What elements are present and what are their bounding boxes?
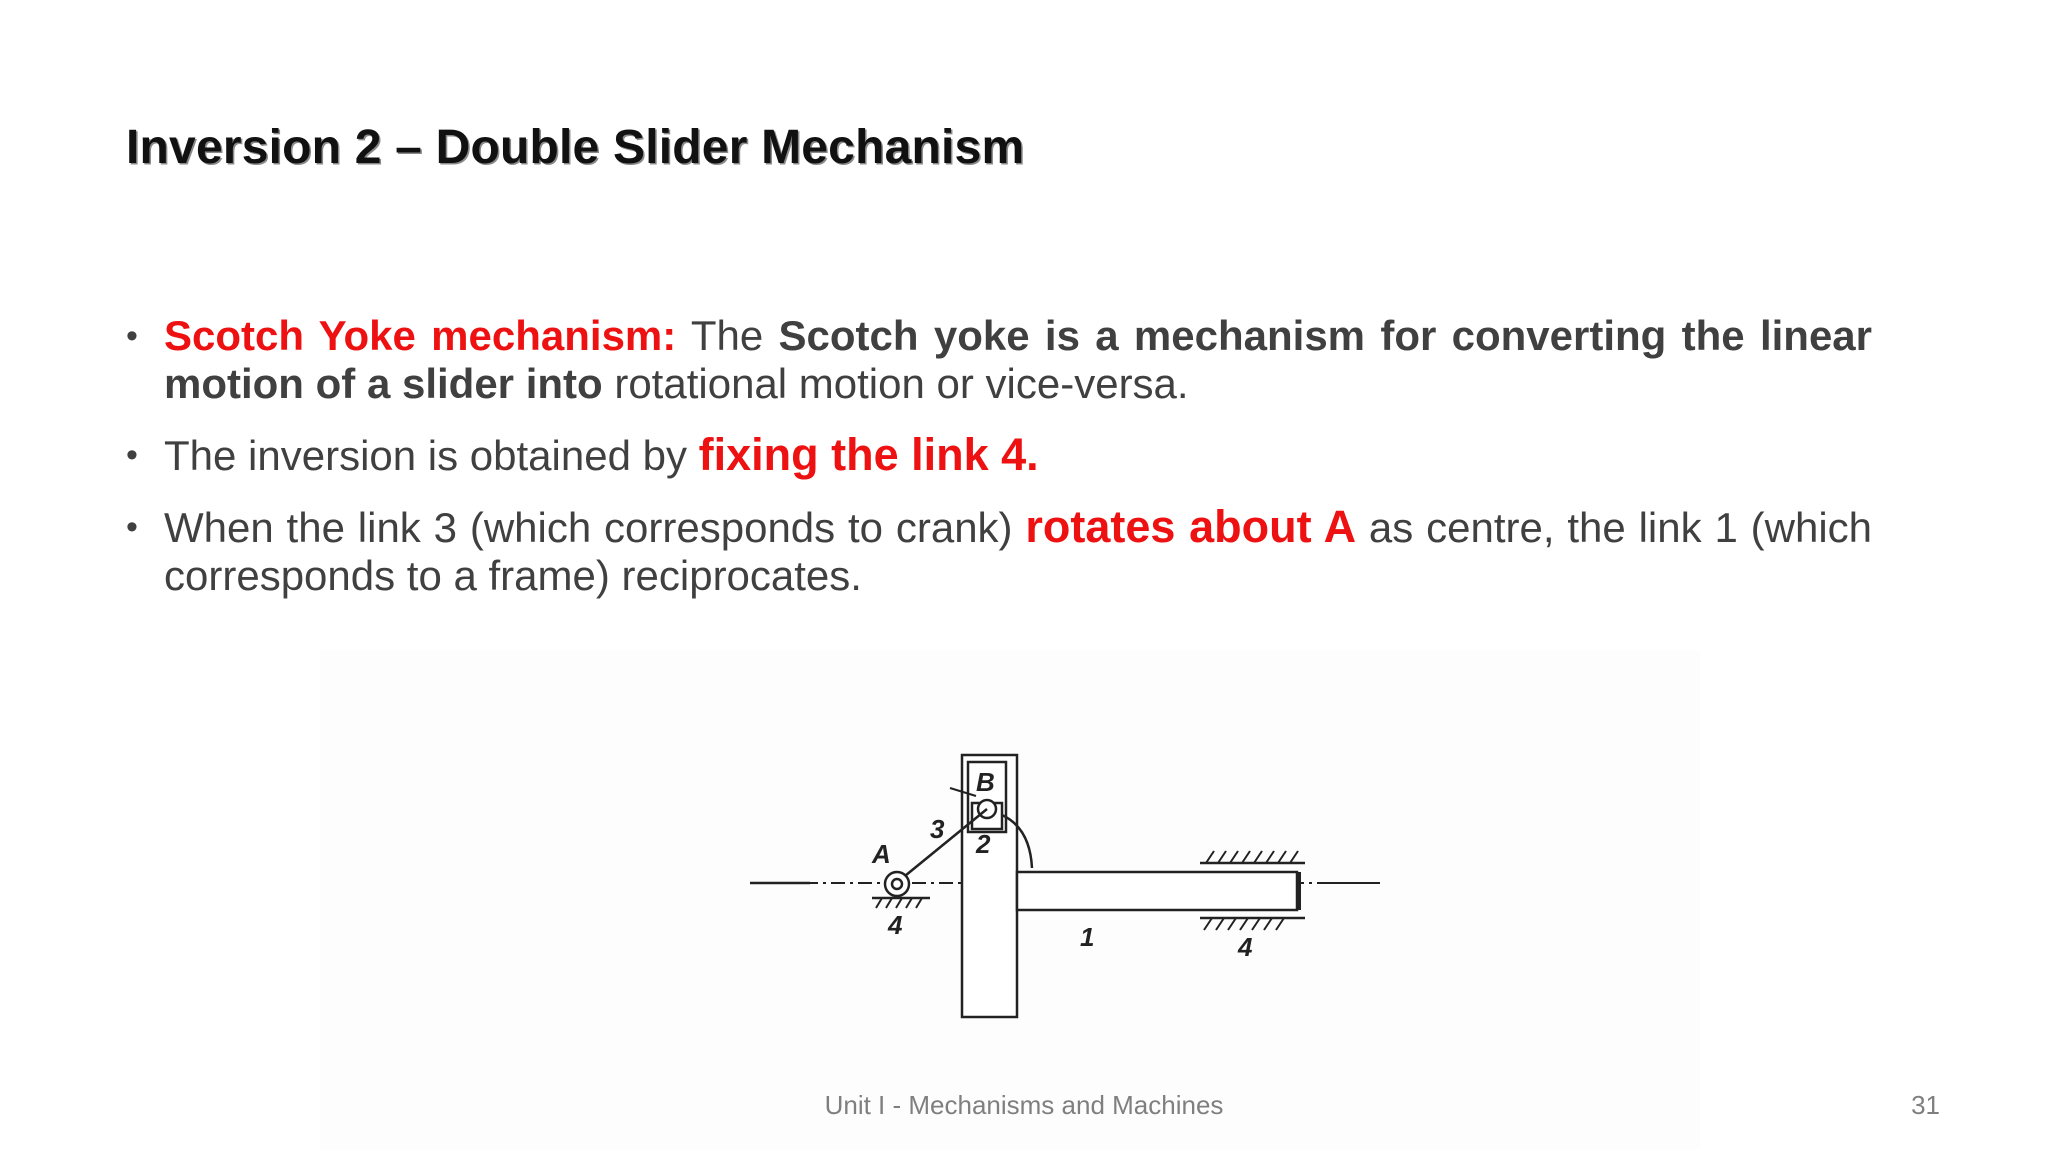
bullet-text: rotational motion or vice-versa. xyxy=(602,360,1189,407)
ground-hatch-left xyxy=(876,898,922,908)
scotch-yoke-term: Scotch Yoke mechanism: xyxy=(164,312,677,359)
bullet-item-scotch-yoke xyxy=(126,312,1872,408)
bullet-item-link3 xyxy=(126,503,1872,600)
bullet-text: When the link 3 (which corresponds to crank) xyxy=(164,504,1026,551)
label-3: 3 xyxy=(930,814,945,844)
bullet-text: The inversion is obtained by xyxy=(164,432,699,479)
label-b: B xyxy=(976,767,995,797)
guide-hatch-bottom xyxy=(1204,918,1284,930)
bullet-marker: • xyxy=(126,508,138,546)
bullet-item-inversion xyxy=(126,431,1872,480)
bullet-marker: • xyxy=(126,436,138,474)
bullet-text-bold: Scotch yoke is a mechanism for converting the linear motion of a slider into xyxy=(164,312,1873,407)
slide-footer: Unit I - Mechanisms and Machines xyxy=(824,1090,1224,1120)
bullet-text-highlight: fixing the link 4. xyxy=(698,429,1039,480)
bullet-text: as centre, the link 1 (which corresponds to a frame) reciprocates. xyxy=(164,504,1873,599)
guide-hatch-top xyxy=(1206,851,1298,863)
pivot-a-pin xyxy=(892,879,902,889)
label-4-left: 4 xyxy=(888,910,903,940)
bullet-text-highlight: rotates about A xyxy=(1025,501,1357,552)
scotch-yoke-figure xyxy=(320,650,1700,1150)
label-a: A xyxy=(872,839,891,869)
label-1: 1 xyxy=(1080,922,1095,952)
bullet-marker: • xyxy=(126,317,138,355)
label-2: 2 xyxy=(976,829,991,859)
label-4-right: 4 xyxy=(1238,932,1253,962)
bullet-text: The xyxy=(676,312,779,359)
slide-title: Inversion 2 – Double Slider Mechanism xyxy=(126,121,1025,174)
page-number: 31 xyxy=(1911,1090,1940,1120)
bullet-list xyxy=(126,312,1872,623)
link-1-horizontal-rod xyxy=(1017,872,1297,910)
scotch-yoke-diagram xyxy=(320,650,1700,1150)
